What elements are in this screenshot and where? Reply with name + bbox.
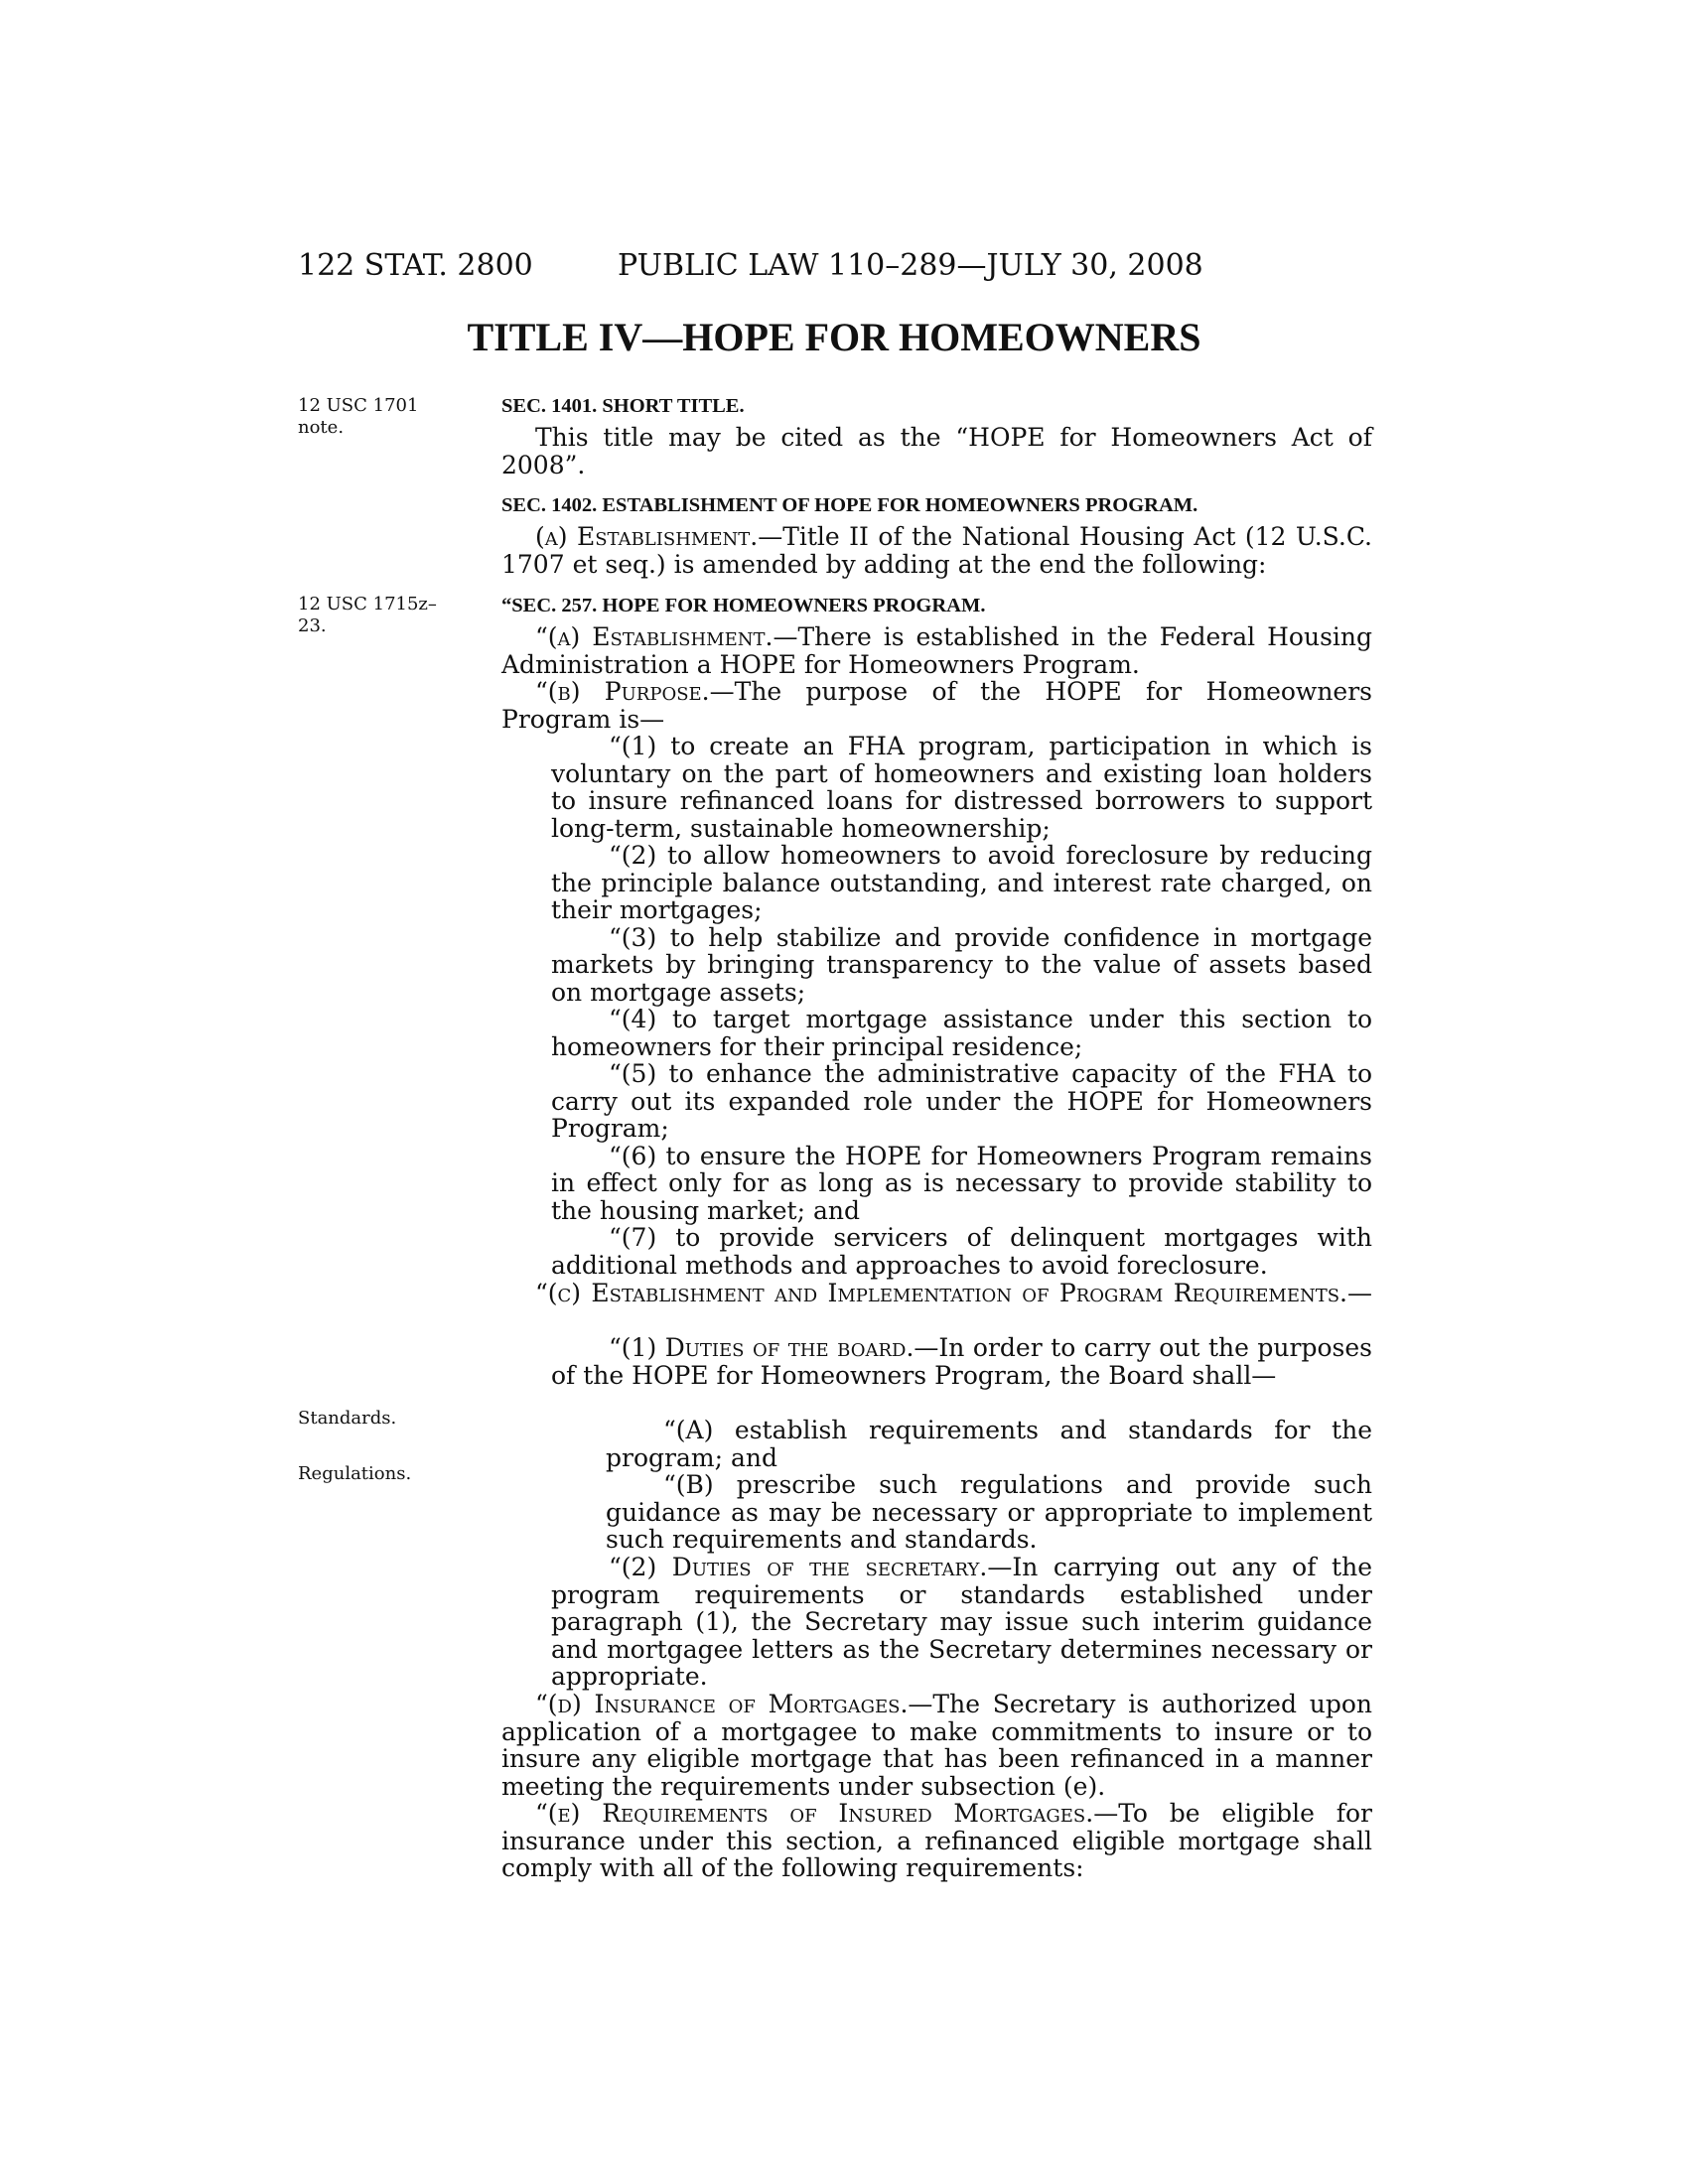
section-257-e-text: —To be eligible for insurance under this section, a refinanced eligible mortgage shall comply with all of the following requirements: [501,1799,1372,1882]
section-257-heading: “SEC. 257. HOPE FOR HOMEOWNERS PROGRAM. [501,595,986,616]
section-1401-text: This title may be cited as the “HOPE for Homeowners Act of 2008”. [501,423,1372,479]
duties-secretary-text: —In carrying out any of the program requirements or standards established under paragraph (1), the Secretary may issue such interim guidance and mortgagee letters as the Secretary determines necessary or appropriate. [551,1553,1373,1691]
duties-board-label: “(1) Duties of the board. [609,1333,914,1362]
duties-of-secretary [551,1554,1372,1691]
section-257-e [501,1800,1372,1882]
section-257-d-text: —The Secretary is authorized upon application of a mortgagee to make commitments to insure or to insure any eligible mortgage that has been refinanced in a manner meeting the requirements under subsection (e). [501,1690,1372,1801]
duties-board-text: —In order to carry out the purposes of the HOPE for Homeowners Program, the Board shall— [551,1333,1372,1390]
section-257-a-text: —There is established in the Federal Housing Administration a HOPE for Homeowners Program. [501,622,1373,679]
board-duty-b: “(B) prescribe such regulations and provide such guidance as may be necessary or appropriate to implement such requirements and standards. [606,1470,1372,1554]
board-duties-list [606,1417,1372,1554]
purpose-item-6: “(6) to ensure the HOPE for Homeowners Program remains in effect only for as long as is necessary to provide stability to the housing market; and [551,1141,1372,1225]
section-257-a [501,623,1372,678]
board-duty-a: “(A) establish requirements and standards for the program; and [606,1416,1372,1472]
section-257-b-text: —The purpose of the HOPE for Homeowners Program is— [501,677,1372,734]
purpose-item-7: “(7) to provide servicers of delinquent mortgages with additional methods and approaches to avoid foreclosure. [551,1223,1372,1280]
purpose-item-3: “(3) to help stabilize and provide confidence in mortgage markets by bringing transparency to the value of assets based on mortgage assets; [551,922,1372,1007]
duties-secretary-label: “(2) Duties of the secretary. [609,1553,988,1581]
public-law-header: PUBLIC LAW 110–289—JULY 30, 2008 [618,248,1203,283]
purpose-item-2: “(2) to allow homeowners to avoid foreclosure by reducing the principle balance outstanding, and interest rate charged, on their mortgages; [551,841,1372,924]
purposes-list [551,733,1372,1279]
section-257-e-label: “(e) Requirements of Insured Mortgages. [535,1799,1094,1828]
purpose-item-1: “(1) to create an FHA program, participation in which is voluntary on the part of homeowners and existing loan holders to insure refinanced loans for distressed borrowers to support long-term, sustainable homeownership; [551,732,1372,843]
section-1401-heading: SEC. 1401. SHORT TITLE. [501,395,745,417]
purpose-item-5: “(5) to enhance the administrative capacity of the FHA to carry out its expanded role under the HOPE for Homeowners Program; [551,1059,1372,1143]
duties-of-board [551,1334,1372,1389]
section-257-b-label: “(b) Purpose. [535,677,710,706]
margin-note-usc-1701: 12 USC 1701 note. [298,395,419,438]
section-257-d-label: “(d) Insurance of Mortgages. [535,1690,909,1718]
purpose-item-4: “(4) to target mortgage assistance under this section to homeowners for their principal residence; [551,1005,1372,1061]
section-257-a-label: “(a) Establishment. [535,622,774,651]
section-1402-a-label: (a) Establishment. [535,522,759,551]
section-257-b [501,678,1372,733]
page-stat-citation: 122 STAT. 2800 [298,248,533,283]
margin-note-standards: Standards. [298,1408,397,1429]
section-257-c-text: — [1347,1279,1372,1307]
margin-note-usc-1715z: 12 USC 1715z–23. [298,594,437,636]
section-1402-heading: SEC. 1402. ESTABLISHMENT OF HOPE FOR HOMEOWNERS PROGRAM. [501,494,1198,516]
section-1402-a-text: —Title II of the National Housing Act (12 U.S.C. 1707 et seq.) is amended by adding at the end the following: [501,522,1373,579]
section-1402-a [501,523,1372,578]
document-title: TITLE IV—HOPE FOR HOMEOWNERS [467,315,1201,359]
section-257-c-label: “(c) Establishment and Implementation of Program Requirements. [535,1279,1347,1307]
margin-note-regulations: Regulations. [298,1463,412,1484]
section-257-c [501,1280,1372,1307]
section-257-d [501,1691,1372,1800]
